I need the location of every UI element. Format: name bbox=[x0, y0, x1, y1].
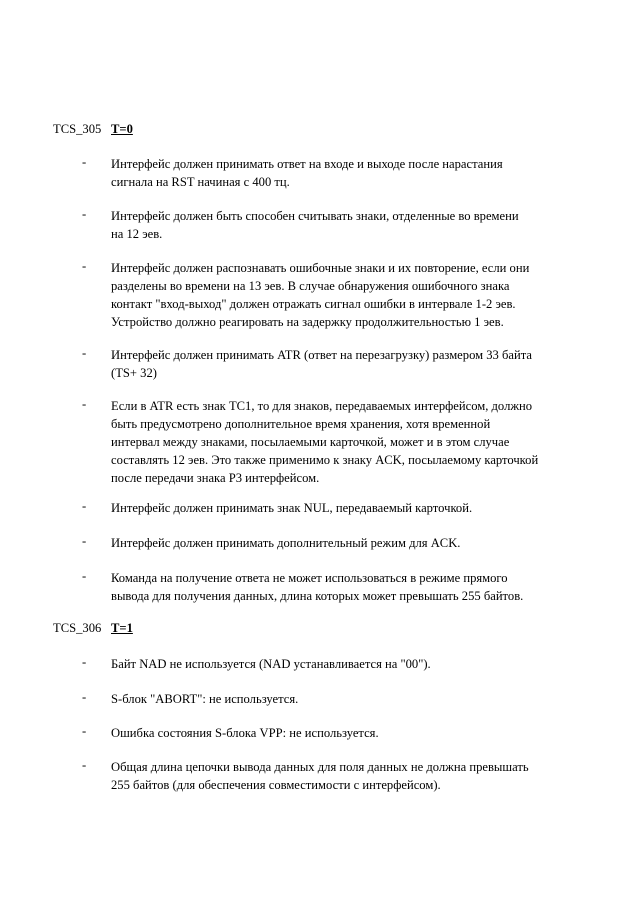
text-line: (TS+ 32) bbox=[111, 366, 157, 380]
list-item-text bbox=[111, 346, 571, 382]
text-line: Если в ATR есть знак TC1, то для знаков, передаваемых интерфейсом, должно bbox=[111, 399, 533, 413]
text-line: Ошибка состояния S-блока VPP: не используется. bbox=[111, 726, 379, 740]
list-item-text bbox=[111, 724, 571, 742]
list-item-text bbox=[111, 397, 571, 487]
list-bullet: - bbox=[82, 259, 87, 273]
list-item-text bbox=[111, 499, 571, 517]
list-bullet: - bbox=[82, 724, 87, 738]
text-line: Интерфейс должен принимать ответ на входе и выходе после нарастания bbox=[111, 157, 503, 171]
section-code: TCS_306 bbox=[53, 621, 102, 635]
text-line: 255 байтов (для обеспечения совместимости с интерфейсом). bbox=[111, 778, 441, 792]
text-line: быть предусмотрено дополнительное время хранения, хотя временной bbox=[111, 417, 491, 431]
list-item-text bbox=[111, 207, 571, 243]
section-heading-tcs-306 bbox=[53, 621, 133, 636]
text-line: Байт NAD не используется (NAD устанавливается на "00"). bbox=[111, 657, 431, 671]
list-bullet: - bbox=[82, 397, 87, 411]
text-line: на 12 эев. bbox=[111, 227, 163, 241]
text-line: Устройство должно реагировать на задержку продолжительностью 1 эев. bbox=[111, 315, 504, 329]
text-line: сигнала на RST начиная с 400 тц. bbox=[111, 175, 290, 189]
list-bullet: - bbox=[82, 758, 87, 772]
text-line: Общая длина цепочки вывода данных для поля данных не должна превышать bbox=[111, 760, 529, 774]
text-line: Интерфейс должен принимать знак NUL, передаваемый карточкой. bbox=[111, 501, 473, 515]
list-bullet: - bbox=[82, 499, 87, 513]
text-line: Интерфейс должен распознавать ошибочные знаки и их повторение, если они bbox=[111, 261, 530, 275]
list-item-text bbox=[111, 259, 571, 331]
list-bullet: - bbox=[82, 346, 87, 360]
text-line: контакт "вход-выход" должен отражать сигнал ошибки в интервале 1-2 эев. bbox=[111, 297, 516, 311]
section-mode: T=0 bbox=[111, 122, 133, 136]
text-line: интервал между знаками, посылаемыми карточкой, может и в этом случае bbox=[111, 435, 510, 449]
text-line: разделены во времени на 13 эев. В случае обнаружения ошибочного знака bbox=[111, 279, 510, 293]
list-item-text bbox=[111, 758, 571, 794]
text-line: S-блок "ABORT": не используется. bbox=[111, 692, 299, 706]
list-bullet: - bbox=[82, 690, 87, 704]
text-line: Интерфейс должен принимать дополнительный режим для ACK. bbox=[111, 536, 461, 550]
list-item-text bbox=[111, 690, 571, 708]
text-line: составлять 12 эев. Это также применимо к знаку ACK, посылаемому карточкой bbox=[111, 453, 539, 467]
text-line: после передачи знака P3 интерфейсом. bbox=[111, 471, 320, 485]
text-line: Интерфейс должен быть способен считывать знаки, отделенные во времени bbox=[111, 209, 519, 223]
list-bullet: - bbox=[82, 155, 87, 169]
list-item-text bbox=[111, 155, 571, 191]
list-item-text bbox=[111, 534, 571, 552]
list-bullet: - bbox=[82, 207, 87, 221]
list-bullet: - bbox=[82, 655, 87, 669]
text-line: Команда на получение ответа не может использоваться в режиме прямого bbox=[111, 571, 508, 585]
section-heading-tcs-305 bbox=[53, 122, 133, 137]
text-line: вывода для получения данных, длина которых может превышать 255 байтов. bbox=[111, 589, 524, 603]
list-item-text bbox=[111, 569, 571, 605]
list-bullet: - bbox=[82, 569, 87, 583]
text-line: Интерфейс должен принимать ATR (ответ на перезагрузку) размером 33 байта bbox=[111, 348, 532, 362]
section-mode: T=1 bbox=[111, 621, 133, 635]
list-bullet: - bbox=[82, 534, 87, 548]
section-code: TCS_305 bbox=[53, 122, 102, 136]
list-item-text bbox=[111, 655, 571, 673]
